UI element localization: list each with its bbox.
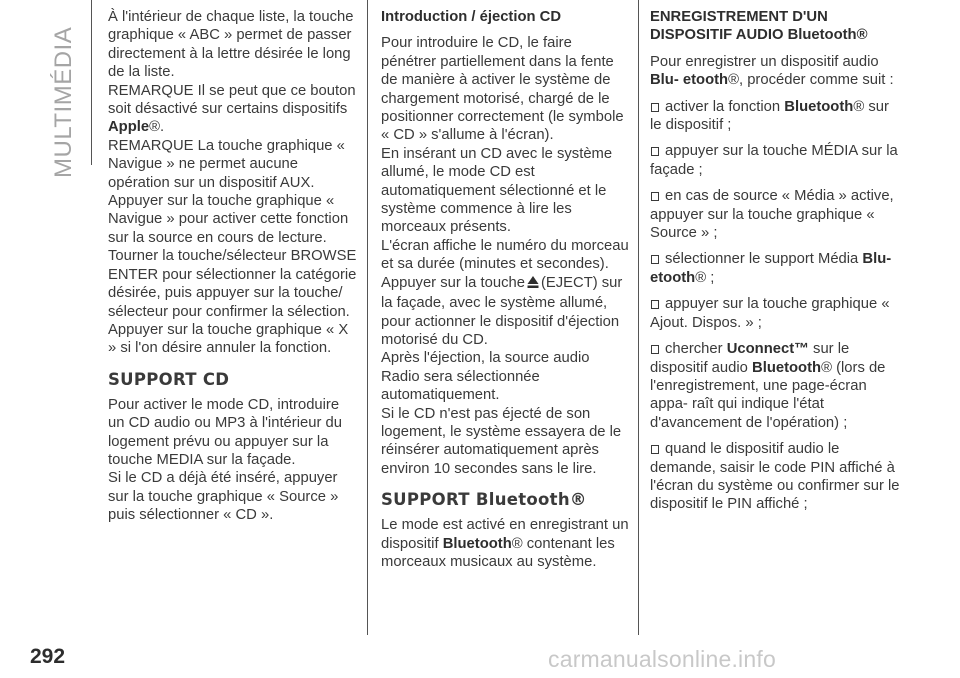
paragraph-remark-aux: REMARQUE La touche graphique « Navigue » ne permet aucune opération sur un dispositif AUX. (108, 137, 345, 191)
list-item (650, 295, 902, 332)
step-bold: Blu- etooth (650, 251, 892, 286)
list-item (650, 250, 902, 287)
list-item (650, 187, 902, 242)
step-bold: Bluetooth (784, 98, 854, 115)
list-item (650, 142, 902, 179)
column-2 (381, 8, 631, 571)
section-title-vertical (24, 28, 84, 178)
checkbox-bullet-icon (651, 255, 659, 264)
register-intro-bold: Blu- etooth (650, 72, 729, 89)
step-text: sélectionner le support Média (665, 251, 859, 268)
step-text: activer la fonction (665, 98, 781, 115)
divider-left (91, 0, 92, 165)
apple-bold: Apple (108, 119, 150, 136)
heading-intro-eject: Introduction / éjection CD (381, 9, 562, 25)
heading-support-cd: SUPPORT CD (108, 369, 230, 389)
step-text: chercher (665, 341, 723, 358)
paragraph-after-eject: Après l'éjection, la source audio Radio sera sélectionnée automatiquement. (381, 350, 590, 404)
list-item (650, 340, 902, 432)
paragraph-reinsert: Si le CD n'est pas éjecté de son logement, le système essayera de le réinsérer automatiquement après environ 10 secondes sans le lire. (381, 405, 622, 477)
list-item (650, 440, 902, 514)
bt-mode-text-a: Le mode est activé en enregistrant un dispositif (381, 517, 629, 552)
apple-suffix: ®. (149, 119, 165, 136)
bt-mode-text-b: ® contenant les morceaux musicaux au système. (381, 535, 615, 570)
paragraph-cd-mode: Pour activer le mode CD, introduire un CD audio ou MP3 à l'intérieur du logement prévu ou appuyer sur la touche MEDIA sur la façade. (108, 396, 342, 468)
step-text-end: ® ; (695, 269, 715, 286)
divider-middle (367, 0, 368, 635)
step-text: appuyer sur la touche MÉDIA sur la façade ; (650, 143, 898, 178)
eject-text-a: Appuyer sur la touche (381, 274, 525, 291)
paragraph-eject (381, 274, 631, 350)
step-text: quand le dispositif audio le demande, saisir le code PIN affiché à l'écran du système ou confirmer sur le dispositif le PIN affiché ; (650, 441, 900, 513)
paragraph-browse-enter: Tourner la touche/sélecteur BROWSE ENTER pour sélectionner la catégorie désirée, puis appuyer sur la touche/ sélecteur pour confirmer la sélection. (108, 248, 357, 320)
step-bold-2: Bluetooth (752, 359, 822, 376)
eject-text-b: (EJECT) sur la façade, avec le système allumé, pour actionner le dispositif d'éjection motorisé du CD. (381, 274, 623, 348)
paragraph-navigate: Appuyer sur la touche graphique « Navigue » pour activer cette fonction sur la source en cours de lecture. (108, 193, 349, 246)
remark-apple-text: REMARQUE Il se peut que ce bouton soit désactivé sur certains dispositifs (108, 82, 356, 118)
column-3 (650, 8, 902, 514)
heading-support-bluetooth: SUPPORT Bluetooth® (381, 490, 587, 510)
paragraph-auto-select: En insérant un CD avec le système allumé, le mode CD est automatiquement sélectionné et le système commence à lire les morceaux présents. (381, 145, 613, 236)
heading-register-bluetooth: ENREGISTREMENT D'UN DISPOSITIF AUDIO Bluetooth® (650, 9, 868, 44)
step-text-end: ® sur le dispositif ; (650, 98, 889, 134)
checkbox-bullet-icon (651, 192, 659, 201)
step-text-end: sur le dispositif audio (650, 341, 850, 376)
step-text: appuyer sur la touche graphique « Ajout. Dispos. » ; (650, 296, 890, 331)
checkbox-bullet-icon (651, 103, 659, 112)
paragraph-abc-key: À l'intérieur de chaque liste, la touche graphique « ABC » permet de passer directement à la lettre désirée le long de la liste. (108, 9, 354, 81)
column-1 (108, 8, 358, 525)
checkbox-bullet-icon (651, 345, 659, 354)
checkbox-bullet-icon (651, 300, 659, 309)
bt-mode-bold: Bluetooth (442, 535, 512, 552)
step-text-rest: ® (lors de l'enregistrement, une page-écran appa- raît qui indique l'état d'avancement de l'opération) ; (650, 359, 886, 431)
section-title: MULTIMÉDIA (50, 26, 77, 178)
paragraph-bluetooth-mode (381, 516, 631, 571)
eject-icon (527, 275, 539, 294)
paragraph-remark-apple (108, 82, 358, 137)
page-number: 292 (30, 645, 66, 668)
paragraph-cancel: Appuyer sur la touche graphique « X » si l'on désire annuler la fonction. (108, 321, 349, 357)
step-text: en cas de source « Média » active, appuyer sur la touche graphique « Source » ; (650, 188, 894, 242)
watermark: carmanualsonline.info (548, 646, 776, 672)
divider-right (638, 0, 639, 635)
register-intro-b: ®, procéder comme suit : (728, 72, 894, 89)
paragraph-cd-inserted: Si le CD a déjà été inséré, appuyer sur la touche graphique « Source » puis sélectionner « CD ». (108, 470, 339, 524)
paragraph-register-intro (650, 53, 902, 90)
register-intro-a: Pour enregistrer un dispositif audio (650, 53, 879, 70)
checkbox-bullet-icon (651, 147, 659, 156)
paragraph-insert-cd: Pour introduire le CD, le faire pénétrer partiellement dans la fente de manière à activer le système de chargement motorisé, chargé de le positionner correctement (le symbole « CD » s'allume à l'écran). (381, 35, 624, 144)
list-item (650, 98, 902, 135)
paragraph-display-track: L'écran affiche le numéro du morceau et sa durée (minutes et secondes). (381, 237, 629, 273)
checkbox-bullet-icon (651, 445, 659, 454)
step-bold: Uconnect™ (726, 341, 809, 358)
